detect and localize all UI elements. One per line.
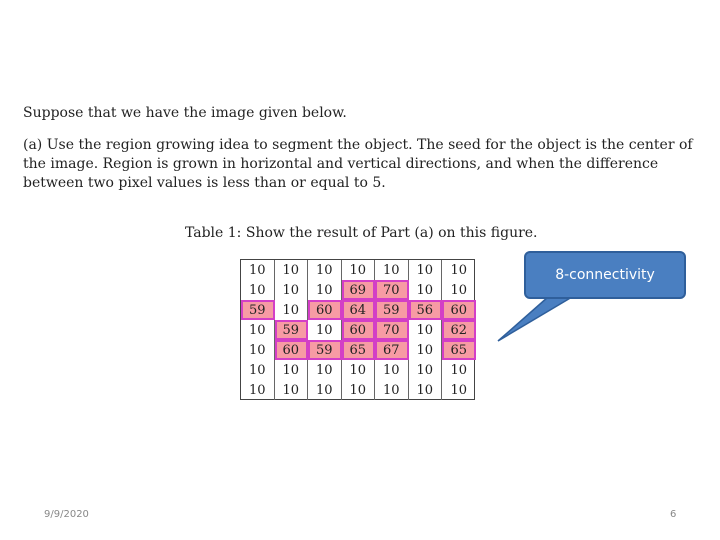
intro-text: Suppose that we have the image given below.: [23, 105, 347, 121]
grid-cell: 67: [375, 340, 409, 360]
pixel-grid: [240, 259, 475, 400]
grid-cell: 59: [241, 300, 275, 320]
grid-cell: 10: [308, 280, 342, 300]
grid-cell: 10: [342, 360, 376, 380]
grid-cell: 10: [275, 360, 309, 380]
grid-cell: 59: [275, 320, 309, 340]
grid-cell: 10: [241, 360, 275, 380]
grid-cell: 10: [409, 340, 443, 360]
grid-cell: 64: [342, 300, 376, 320]
grid-cell: 65: [342, 340, 376, 360]
grid-cell: 62: [442, 320, 476, 340]
grid-cell: 10: [409, 280, 443, 300]
grid-cell: 10: [375, 380, 409, 400]
grid-cell: 59: [308, 340, 342, 360]
grid-cell: 10: [275, 380, 309, 400]
grid-cell: 10: [409, 360, 443, 380]
grid-cell: 60: [275, 340, 309, 360]
grid-cell: 10: [241, 260, 275, 280]
grid-cell: 10: [450, 362, 468, 378]
grid-cell: 10: [275, 300, 309, 320]
grid-cell: 10: [409, 380, 443, 400]
grid-cell: 10: [308, 380, 342, 400]
grid-cell: 56: [409, 300, 443, 320]
grid-cell: 10: [275, 280, 309, 300]
grid-cell: 10: [308, 360, 342, 380]
grid-cell: 59: [375, 300, 409, 320]
grid-cell: 10: [342, 380, 376, 400]
grid-cell: 10: [450, 262, 468, 278]
grid-cell: 10: [409, 260, 443, 280]
grid-cell: 10: [342, 260, 376, 280]
grid-cell: 10: [241, 340, 275, 360]
grid-cell: 60: [442, 300, 476, 320]
grid-cell: 60: [308, 300, 342, 320]
connectivity-callout: [524, 251, 686, 299]
grid-cell: 10: [241, 280, 275, 300]
grid-cell: 10: [241, 320, 275, 340]
grid-cell: 10: [308, 260, 342, 280]
callout-label: 8-connectivity: [555, 267, 655, 283]
footer-date: 9/9/2020: [44, 509, 89, 520]
grid-cell: 10: [375, 360, 409, 380]
grid-cell: 10: [241, 380, 275, 400]
grid-cell: 10: [275, 260, 309, 280]
grid-cell: 10: [308, 320, 342, 340]
grid-cell: 69: [342, 280, 376, 300]
table-caption: Table 1: Show the result of Part (a) on this figure.: [185, 225, 538, 241]
grid-cell: 10: [375, 260, 409, 280]
grid-cell: 10: [409, 320, 443, 340]
question-text: (a) Use the region growing idea to segment the object. The seed for the object is the center of the image. Region is grown in horizontal and vertical directions, and when the difference between two pixel values is less than or equal to 5.: [23, 137, 693, 191]
grid-cell: 10: [450, 282, 468, 298]
grid-cell: 10: [450, 382, 468, 398]
grid-cell: 60: [342, 320, 376, 340]
grid-cell: 70: [375, 320, 409, 340]
page-number: 6: [670, 509, 677, 520]
grid-cell: 65: [442, 340, 476, 360]
grid-cell: 70: [375, 280, 409, 300]
